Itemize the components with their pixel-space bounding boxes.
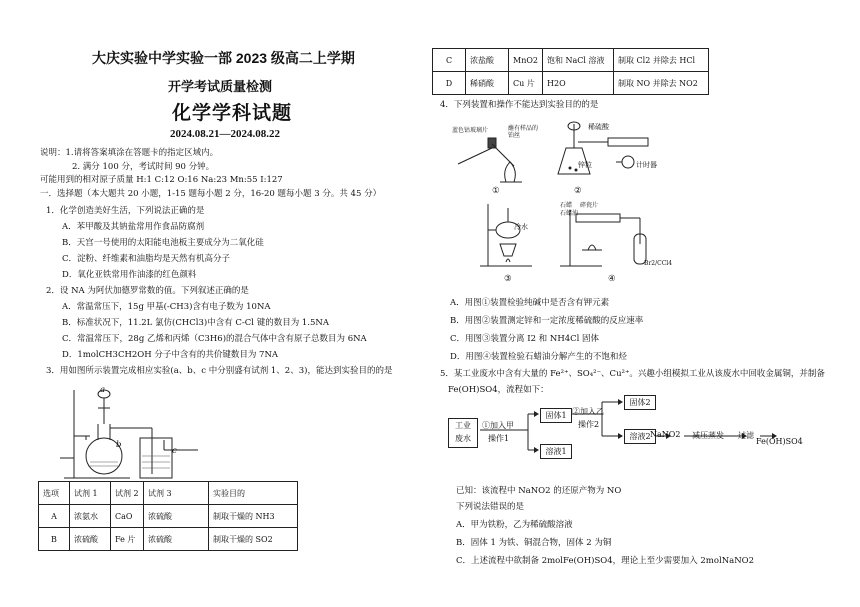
question-stem: 2．设 NA 为阿伏加德罗常数的值。下列叙述正确的是 [46,286,249,296]
table-cell: Cu 片 [509,72,543,95]
table-cell: Fe 片 [111,528,144,551]
header-cell: 实验目的 [209,482,298,505]
flow-node-solid2: 固体2 [624,395,656,410]
header-cell: 试剂 3 [144,482,209,505]
table-header-row [39,482,298,505]
table-cell: H2O [543,72,614,95]
exam-dates: 2024.08.21—2024.08.22 [170,128,280,140]
table-cell: 浓硫酸 [144,528,209,551]
table-row [433,49,709,72]
q3-options-table-continued [432,48,709,95]
header-cell: 试剂 2 [111,482,144,505]
option-d: D．1molCH3CH2OH 分子中含有的共价键数目为 7NA [62,350,279,360]
option-b: B．标准状况下，11.2L 氯仿(CHCl3)中含有 C-Cl 键的数目为 1.5NA [62,318,329,328]
flow-node-product: Fe(OH)SO4 [756,437,803,446]
question-stem: 5．某工业废水中含有大量的 Fe²⁺、SO₄²⁻、Cu²⁺。兴趣小组模拟工业从该废水中回收金属铜，并制备 [440,369,825,379]
fig-label: 蘸有样品的铂丝 [508,125,539,139]
fig-label: 冷水 [514,223,528,231]
fig-label: 碎瓷片 [580,202,599,209]
table-cell: 制取干燥的 NH3 [209,505,298,528]
table-cell: B [39,528,70,551]
flow-node-solution1: 溶液1 [540,444,572,459]
table-cell: 制取 NO 并除去 NO2 [614,72,709,95]
table-row [39,528,298,551]
q3-options-table [38,481,298,551]
fig-label: Br2/CCl4 [644,260,673,267]
label-a: a [100,385,106,395]
header-cell: 试剂 1 [70,482,111,505]
question-ask: 下列说法错误的是 [456,502,525,512]
label-c: c [172,446,177,456]
table-cell: 稀硝酸 [466,72,509,95]
option-a: A．甲为铁粉，乙为稀硫酸溶液 [456,520,573,530]
table-cell: A [39,505,70,528]
flow-label-filter: 过滤 [738,431,754,440]
option-d: D．氧化亚铁常用作油漆的红色颜料 [62,270,197,280]
apparatus-figure-3 [478,200,538,272]
note-line: 2. 满分 100 分，考试时间 90 分钟。 [72,162,215,172]
option-c: C．上述流程中欲制备 2molFe(OH)SO4，理论上至少需要加入 2molNaNO2 [456,556,755,566]
table-cell: CaO [111,505,144,528]
fig-number: ① [492,186,500,196]
flow-label-op1: 操作1 [488,434,510,443]
fig-label: 石蜡 [560,202,573,209]
fig-label: 锌粒 [578,161,592,169]
question-stem-cont: Fe(OH)SO4，流程如下： [448,385,549,395]
known-note: 已知：该流程中 NaNO2 的还原产物为 NO [456,486,622,496]
flow-node-solution2: 溶液2 [624,429,656,444]
table-cell: 制取 Cl2 并除去 HCl [614,49,709,72]
table-row [433,72,709,95]
table-cell: 饱和 NaCl 溶液 [543,49,614,72]
option-b: B．天宫一号使用的太阳能电池板主要成分为二氧化硅 [62,238,264,248]
subject-title: 化学学科试题 [172,103,293,124]
option-b: B．固体 1 为铁、铜混合物，固体 2 为铜 [456,538,612,548]
table-cell: 浓盐酸 [466,49,509,72]
fig-number: ③ [504,274,512,284]
table-cell: 制取干燥的 SO2 [209,528,298,551]
gas-generation-apparatus-figure [60,378,220,482]
exam-name-title: 开学考试质量检测 [168,79,273,94]
option-c: C．用图③装置分离 I2 和 NH4Cl 固体 [450,334,600,344]
option-a: A．用图①装置检验纯碱中是否含有钾元素 [450,298,610,308]
fig-number: ② [574,186,582,196]
flow-label-op2: 操作2 [578,420,600,429]
option-a: A．常温常压下，15g 甲基(-CH3)含有电子数为 10NA [62,302,271,312]
flow-node-solid1: 固体1 [540,408,572,423]
flow-label-add-a: ①加入甲 [482,421,514,430]
flow-node-waste: 工业 废水 [448,418,478,448]
exam-school-title: 大庆实验中学实验一部 2023 级高二上学期 [92,50,355,66]
option-d: D．用图④装置检验石蜡油分解产生的不饱和烃 [450,352,627,362]
option-c: C．淀粉、纤维素和油脂均是天然有机高分子 [62,254,231,264]
question-stem: 4．下列装置和操作不能达到实验目的的是 [440,100,599,110]
question-stem: 3．用如图所示装置完成相应实验(a、b、c 中分别盛有试剂 1、2、3)，能达到实验目的的是 [46,366,393,376]
table-cell: MnO2 [509,49,543,72]
table-cell: C [433,49,466,72]
table-cell: 浓硫酸 [144,505,209,528]
label-b: b [116,440,122,450]
section-heading: 一．选择题（本大题共 20 小题，1-15 题每小题 2 分，16-20 题每小题 3 分。共 45 分） [40,189,382,199]
fig-label: 计时器 [636,161,657,169]
note-line: 说明：1.请将答案填涂在答题卡的指定区域内。 [40,148,219,158]
option-a: A．苯甲酸及其钠盐常用作食品防腐剂 [62,222,205,232]
fig-number: ④ [608,274,616,284]
flow-label-nano2: NaNO2 [650,430,681,439]
option-c: C．常温常压下，28g 乙烯和丙烯（C3H6)的混合气体中含有原子总数目为 6NA [62,334,367,344]
option-b: B．用图②装置测定锌和一定浓度稀硫酸的反应速率 [450,316,644,326]
flow-label-add-b: ②加入乙 [572,407,604,416]
header-cell: 选项 [39,482,70,505]
flow-label-evap: 减压蒸发 [692,431,724,440]
table-cell: 浓氨水 [70,505,111,528]
fig-label: 稀硫酸 [588,123,609,131]
note-line: 可能用到的相对原子质量 H:1 C:12 O:16 Na:23 Mn:55 I:127 [40,175,283,185]
table-cell: D [433,72,466,95]
table-row [39,505,298,528]
question-stem: 1．化学创造美好生活，下列说法正确的是 [46,206,205,216]
fig-label: 蓝色钴玻璃片 [452,127,489,134]
table-cell: 浓硫酸 [70,528,111,551]
fig-label: 石蜡油 [560,210,579,217]
